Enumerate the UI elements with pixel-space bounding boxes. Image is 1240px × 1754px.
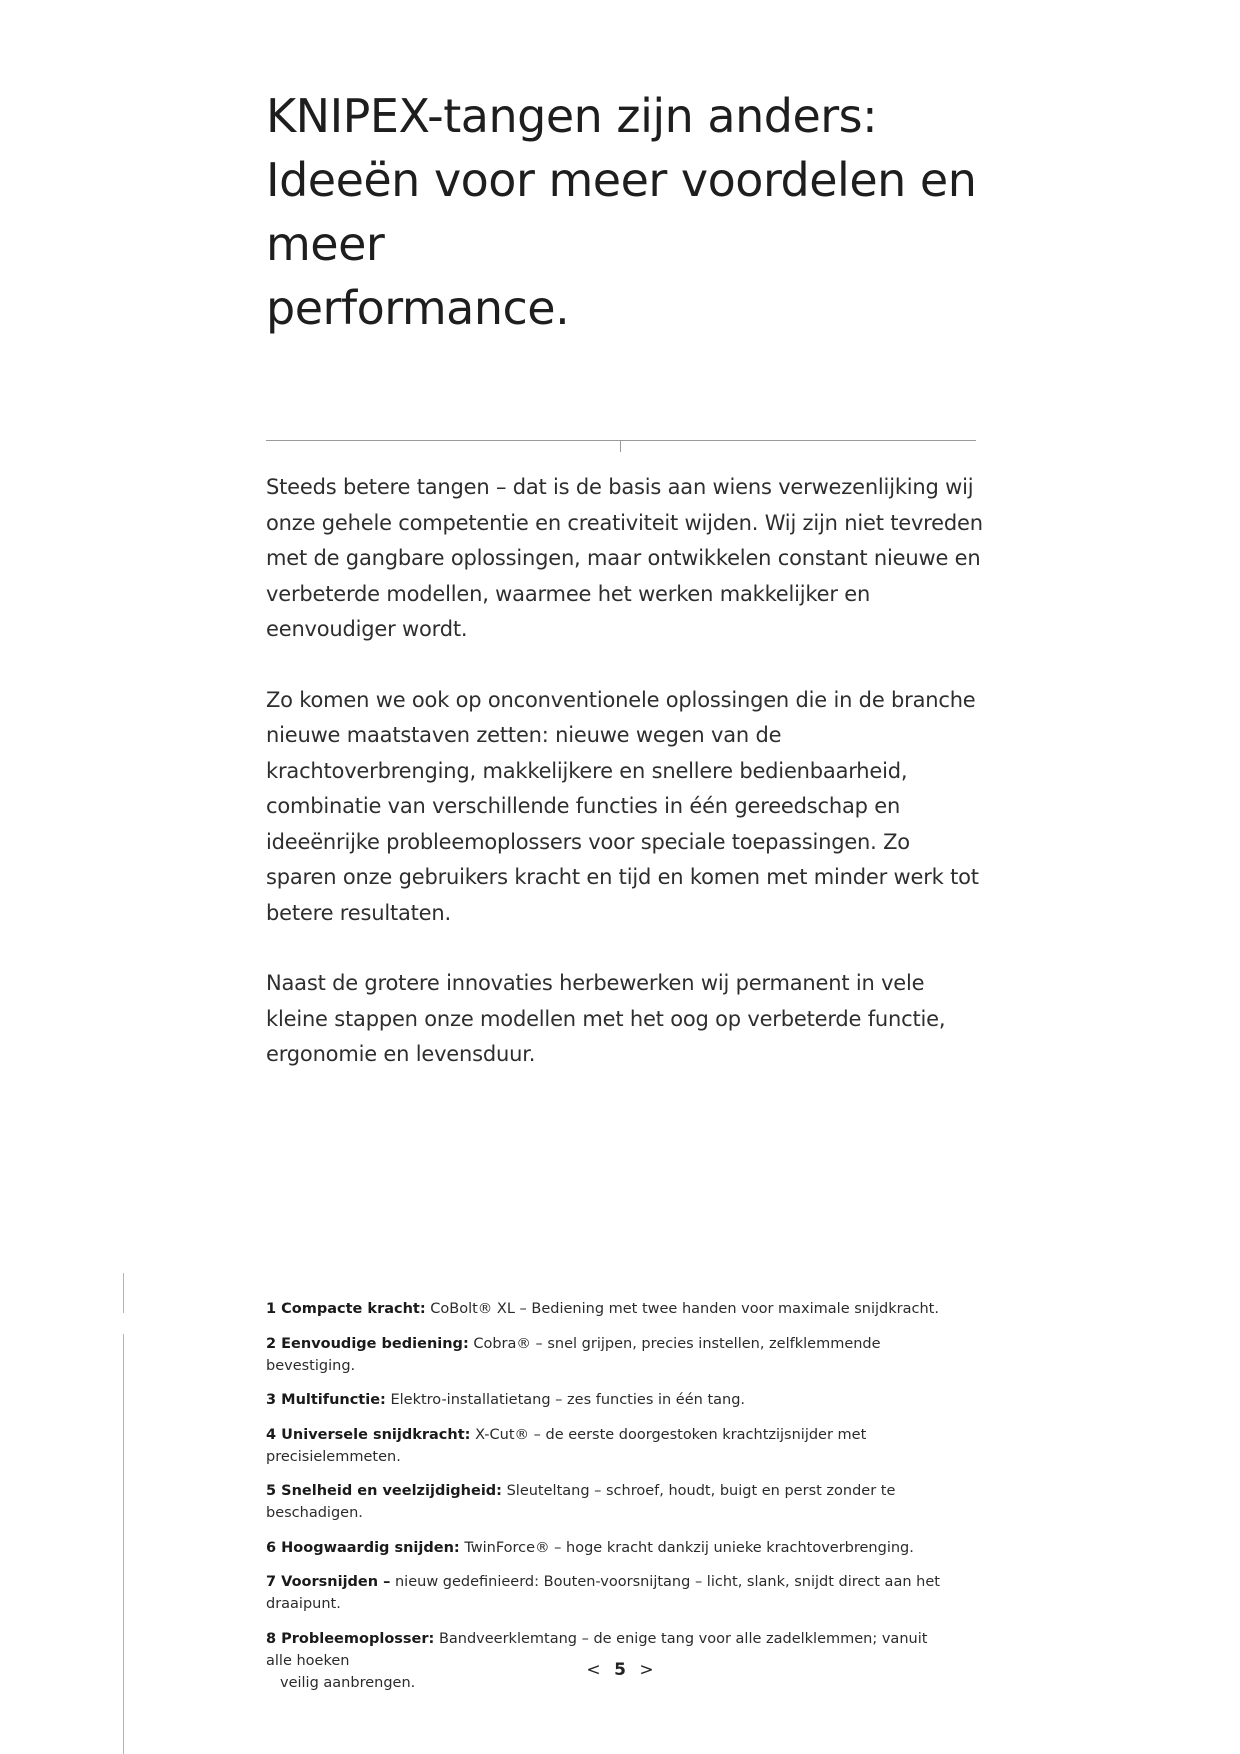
feature-item	[266, 1537, 946, 1559]
paragraph: Zo komen we ook op onconventionele oplossingen die in de branche nieuwe maatstaven zetten: nieuwe wegen van de krachtoverbrenging, makkelijkere en snellere bedienbaarheid, combinatie van verschillende functies in één gereedschap en ideeënrijke probleemoplossers voor speciale toepassingen. Zo sparen onze gebruikers kracht en tijd en komen met minder werk tot betere resultaten.	[266, 687, 979, 925]
feature-text: Cobra® – snel grijpen, precies instellen, zelfklemmende bevestiging.	[266, 1335, 881, 1374]
margin-rule	[123, 1334, 124, 1754]
feature-label: 2 Eenvoudige bediening:	[266, 1335, 469, 1352]
feature-text: Elektro-installatietang – zes functies in één tang.	[390, 1392, 746, 1408]
margin-rule	[123, 1273, 124, 1313]
feature-item	[266, 1424, 946, 1468]
feature-label: 4 Universele snijdkracht:	[266, 1426, 471, 1443]
feature-item	[266, 1571, 946, 1615]
feature-label: 3 Multifunctie:	[266, 1392, 386, 1408]
feature-list	[266, 1298, 946, 1706]
feature-text-continued: veilig aanbrengen.	[280, 1674, 416, 1691]
feature-label: 7 Voorsnijden –	[266, 1574, 391, 1590]
feature-text: TwinForce® – hoge kracht dankzij unieke krachtoverbrenging.	[464, 1539, 914, 1556]
title-line-3: performance.	[266, 281, 570, 335]
paragraph: Naast de grotere innovaties herbewerken wij permanent in vele kleine stappen onze modellen met het oog op verbeterde functie, ergonomie en levensduur.	[266, 971, 946, 1066]
page-number-value: 5	[614, 1660, 626, 1680]
body-text	[266, 470, 986, 1108]
feature-label: 6 Hoogwaardig snijden:	[266, 1539, 460, 1556]
feature-text: Sleuteltang – schroef, houdt, buigt en perst zonder te beschadigen.	[266, 1483, 896, 1521]
feature-text: X-Cut® – de eerste doorgestoken krachtzijsnijder met precisielemmeten.	[266, 1426, 867, 1465]
feature-label: 5 Snelheid en veelzijdigheid:	[266, 1483, 502, 1499]
feature-text: Bandveerklemtang – de enige tang voor alle zadelklemmen; vanuit alle hoeken	[266, 1630, 928, 1669]
section-divider	[266, 440, 976, 441]
feature-label: 8 Probleemoplosser:	[266, 1630, 435, 1647]
feature-item	[266, 1333, 946, 1377]
page-title	[266, 84, 1026, 340]
page-number	[0, 1660, 1240, 1680]
feature-label: 1 Compacte kracht:	[266, 1301, 426, 1317]
title-line-2: Ideeën voor meer voordelen en meer	[266, 153, 977, 271]
prev-page-link[interactable]: <	[586, 1660, 601, 1680]
title-line-1: KNIPEX-tangen zijn anders:	[266, 89, 878, 143]
feature-item	[266, 1389, 946, 1411]
feature-text: CoBolt® XL – Bediening met twee handen voor maximale snijdkracht.	[430, 1301, 939, 1317]
feature-item	[266, 1298, 946, 1320]
feature-text: nieuw gedefinieerd: Bouten-voorsnijtang – licht, slank, snijdt direct aan het draaipunt.	[266, 1574, 940, 1612]
paragraph: Steeds betere tangen – dat is de basis aan wiens verwezenlijking wij onze gehele competentie en creativiteit wijden. Wij zijn niet tevreden met de gangbare oplossingen, maar ontwikkelen constant nieuwe en verbeterde modellen, waarmee het werken makkelijker en eenvoudiger wordt.	[266, 475, 983, 641]
next-page-link[interactable]: >	[639, 1660, 654, 1680]
divider-tick	[620, 440, 621, 452]
feature-item	[266, 1480, 946, 1524]
